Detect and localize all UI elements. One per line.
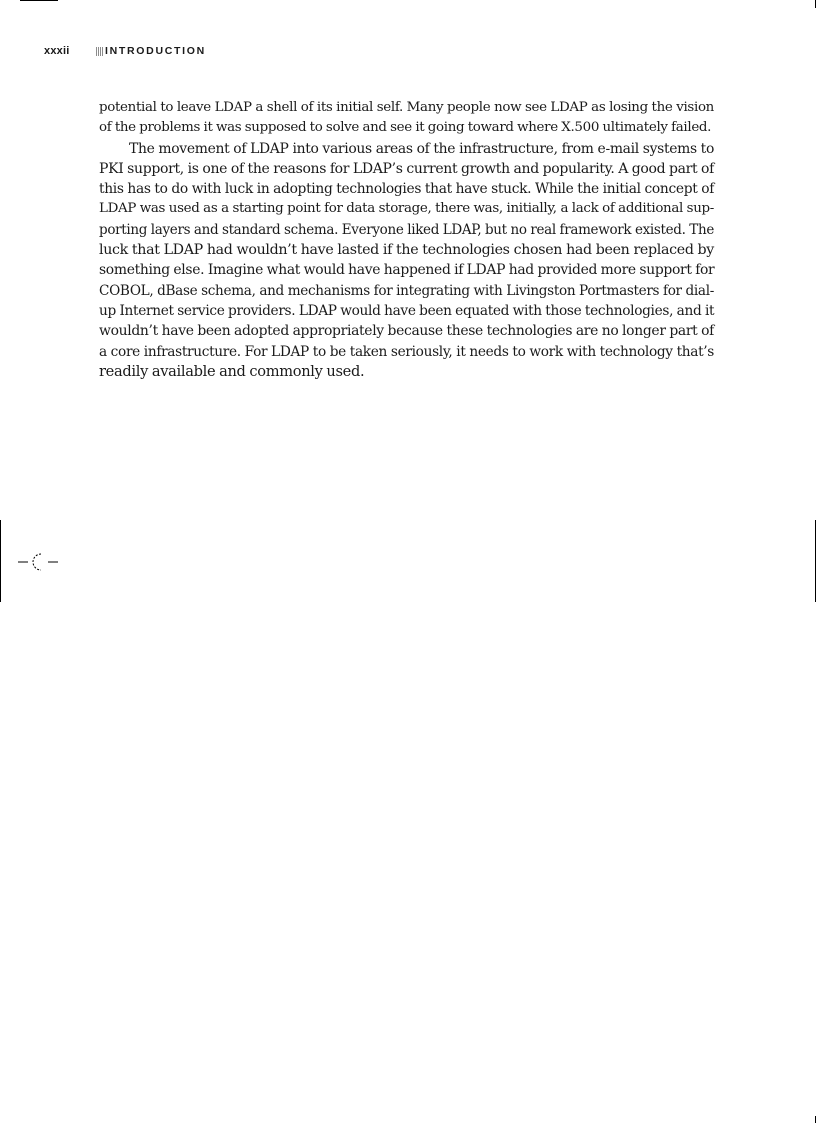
text-line: a core infrastructure. For LDAP to be taken seriously, it needs to work with technology that’s <box>99 343 714 360</box>
text-line: COBOL, dBase schema, and mechanisms for integrating with Livingston Portmasters for dial- <box>99 282 714 299</box>
page-number: xxxii <box>44 45 70 57</box>
text-line: something else. Imagine what would have happened if LDAP had provided more support for <box>99 262 715 279</box>
text-line: of the problems it was supposed to solve and see it going toward where X.500 ultimately failed. <box>99 120 712 136</box>
left-edge-rule <box>0 520 1 602</box>
running-head <box>44 44 206 58</box>
paragraph <box>99 139 714 383</box>
body-text <box>99 98 714 382</box>
text-line: luck that LDAP had wouldn’t have lasted if the technologies chosen had been replaced by <box>99 242 714 259</box>
text-line: readily available and commonly used. <box>99 362 365 380</box>
text-line: wouldn’t have been adopted appropriately because these technologies are no longer part of <box>99 323 714 340</box>
text-line: PKI support, is one of the reasons for LDAP’s current growth and popularity. A good part of <box>99 160 714 177</box>
section-title: INTRODUCTION <box>105 45 206 57</box>
text-line: this has to do with luck in adopting technologies that have stuck. While the initial concept of <box>99 181 714 198</box>
hatched-square-icon <box>96 47 104 56</box>
top-crop-rule <box>20 0 58 1</box>
text-line: up Internet service providers. LDAP would have been equated with those technologies, and it <box>99 302 715 319</box>
text-line: porting layers and standard schema. Everyone liked LDAP, but no real framework existed. The <box>99 221 714 238</box>
paragraph <box>99 98 714 139</box>
text-line: potential to leave LDAP a shell of its initial self. Many people now see LDAP as losing the vision <box>99 100 714 115</box>
text-line: LDAP was used as a starting point for data storage, there was, initially, a lack of additional sup- <box>99 201 714 217</box>
registration-mark-icon <box>18 550 60 574</box>
text-line: The movement of LDAP into various areas of the infrastructure, from e-mail systems to <box>129 140 714 157</box>
